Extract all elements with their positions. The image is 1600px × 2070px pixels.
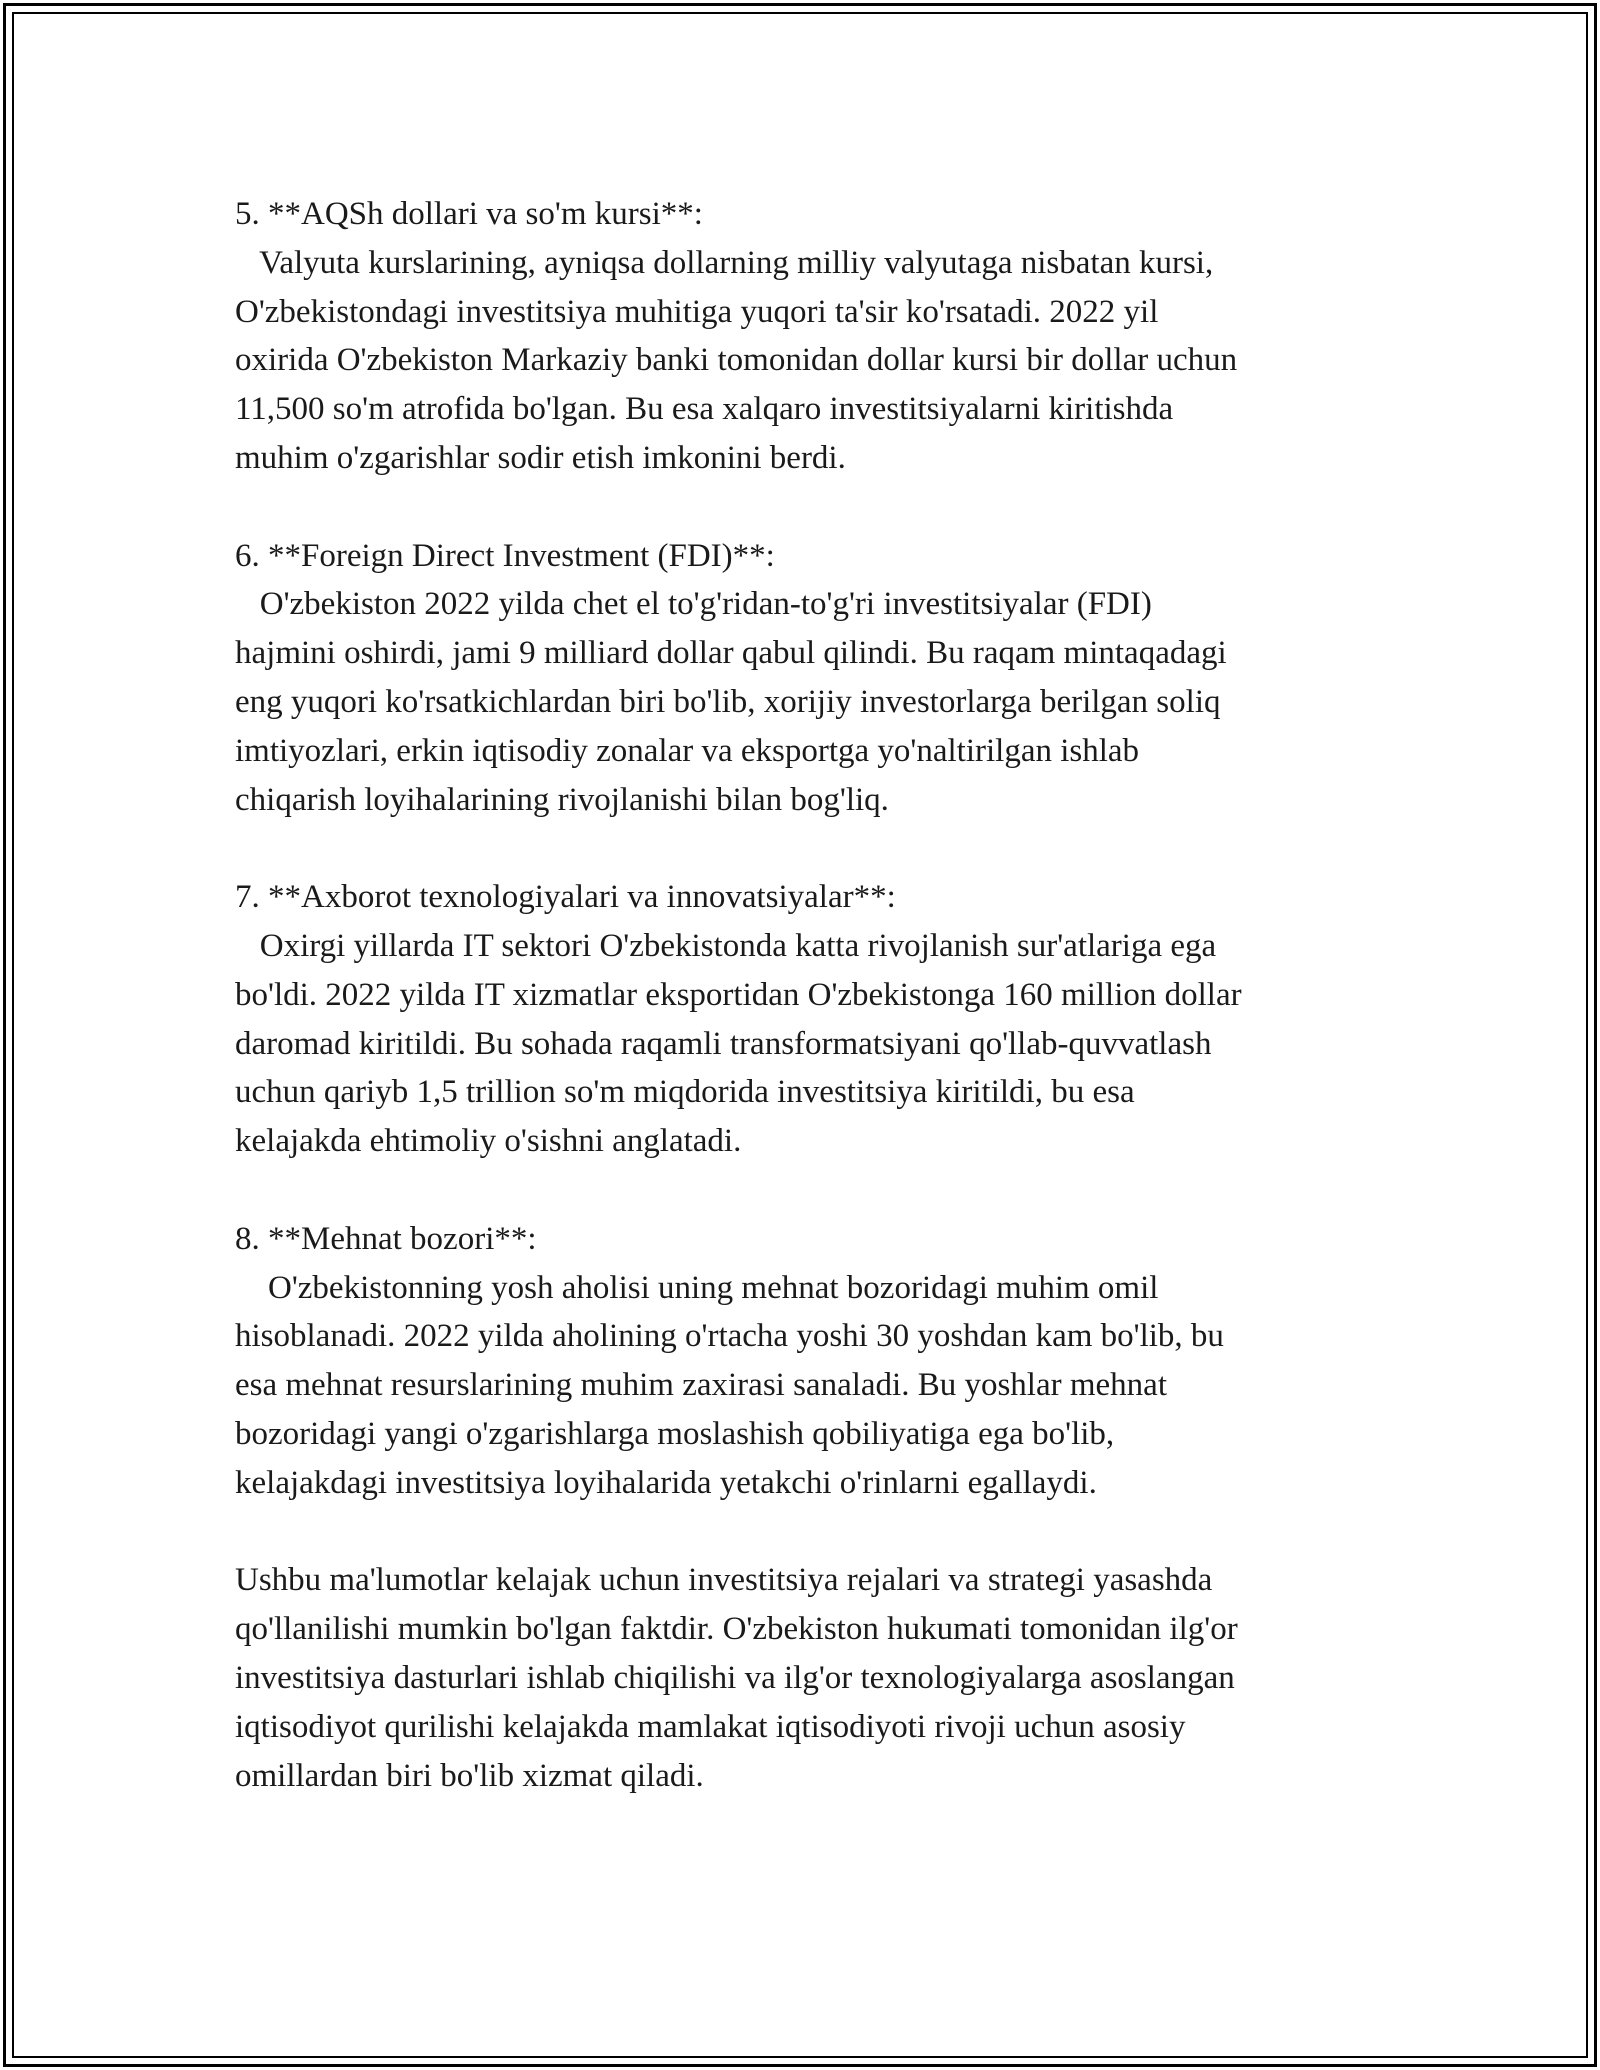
paragraph-line: oxirida O'zbekiston Markaziy banki tomonidan dollar kursi bir dollar uchun [235, 342, 1238, 379]
paragraph-line: bo'ldi. 2022 yilda IT xizmatlar eksportidan O'zbekistonga 160 million dollar [235, 976, 1242, 1013]
paragraph-line: esa mehnat resurslarining muhim zaxirasi sanaladi. Bu yoshlar mehnat [235, 1367, 1167, 1404]
paragraph-line: Oxirgi yillarda IT sektori O'zbekistonda katta rivojlanish sur'atlariga ega [235, 927, 1217, 964]
paragraph-line: Valyuta kurslarining, ayniqsa dollarning milliy valyutaga nisbatan kursi, [235, 244, 1214, 281]
paragraph-line: O'zbekiston 2022 yilda chet el to'g'ridan-to'g'ri investitsiyalar (FDI) [235, 586, 1152, 623]
document-body [235, 190, 1435, 1849]
paragraph-line: kelajakda ehtimoliy o'sishni anglatadi. [235, 1123, 742, 1160]
section-labor-market [235, 1215, 1435, 1508]
paragraph-line: hisoblanadi. 2022 yilda aholining o'rtacha yoshi 30 yoshdan kam bo'lib, bu [235, 1318, 1224, 1355]
section-fdi [235, 532, 1435, 825]
paragraph-line: Ushbu ma'lumotlar kelajak uchun investitsiya rejalari va strategi yasashda [235, 1562, 1213, 1599]
paragraph-line: muhim o'zgarishlar sodir etish imkonini berdi. [235, 439, 846, 476]
paragraph-line: O'zbekistonning yosh aholisi uning mehnat bozoridagi muhim omil [235, 1269, 1159, 1306]
section-it-innovation [235, 873, 1435, 1166]
section-heading: 8. **Mehnat bozori**: [235, 1220, 537, 1257]
paragraph-line: kelajakdagi investitsiya loyihalarida yetakchi o'rinlarni egallaydi. [235, 1464, 1097, 1501]
paragraph-line: iqtisodiyot qurilishi kelajakda mamlakat iqtisodiyoti rivoji uchun asosiy [235, 1708, 1186, 1745]
paragraph-line: investitsiya dasturlari ishlab chiqilishi va ilg'or texnologiyalarga asoslangan [235, 1659, 1235, 1696]
paragraph-line: uchun qariyb 1,5 trillion so'm miqdorida investitsiya kiritildi, bu esa [235, 1074, 1135, 1111]
paragraph-line: omillardan biri bo'lib xizmat qiladi. [235, 1757, 704, 1794]
paragraph-line: eng yuqori ko'rsatkichlardan biri bo'lib, xorijiy investorlarga berilgan soliq [235, 683, 1221, 720]
paragraph-line: hajmini oshirdi, jami 9 milliard dollar qabul qilindi. Bu raqam mintaqadagi [235, 635, 1227, 672]
paragraph-line: qo'llanilishi mumkin bo'lgan faktdir. O'zbekiston hukumati tomonidan ilg'or [235, 1611, 1238, 1648]
paragraph-line: chiqarish loyihalarining rivojlanishi bilan bog'liq. [235, 781, 889, 818]
section-heading: 6. **Foreign Direct Investment (FDI)**: [235, 537, 775, 574]
paragraph-line: 11,500 so'm atrofida bo'lgan. Bu esa xalqaro investitsiyalarni kiritishda [235, 391, 1174, 428]
paragraph-line: daromad kiritildi. Bu sohada raqamli transformatsiyani qo'llab-quvvatlash [235, 1025, 1212, 1062]
paragraph-line: O'zbekistondagi investitsiya muhitiga yuqori ta'sir ko'rsatadi. 2022 yil [235, 293, 1159, 330]
section-exchange-rate [235, 190, 1435, 483]
section-heading: 7. **Axborot texnologiyalari va innovatsiyalar**: [235, 879, 896, 916]
section-heading: 5. **AQSh dollari va so'm kursi**: [235, 196, 703, 232]
paragraph-line: bozoridagi yangi o'zgarishlarga moslashish qobiliyatiga ega bo'lib, [235, 1415, 1115, 1452]
conclusion-paragraph [235, 1556, 1435, 1800]
paragraph-line: imtiyozlari, erkin iqtisodiy zonalar va eksportga yo'naltirilgan ishlab [235, 732, 1140, 769]
